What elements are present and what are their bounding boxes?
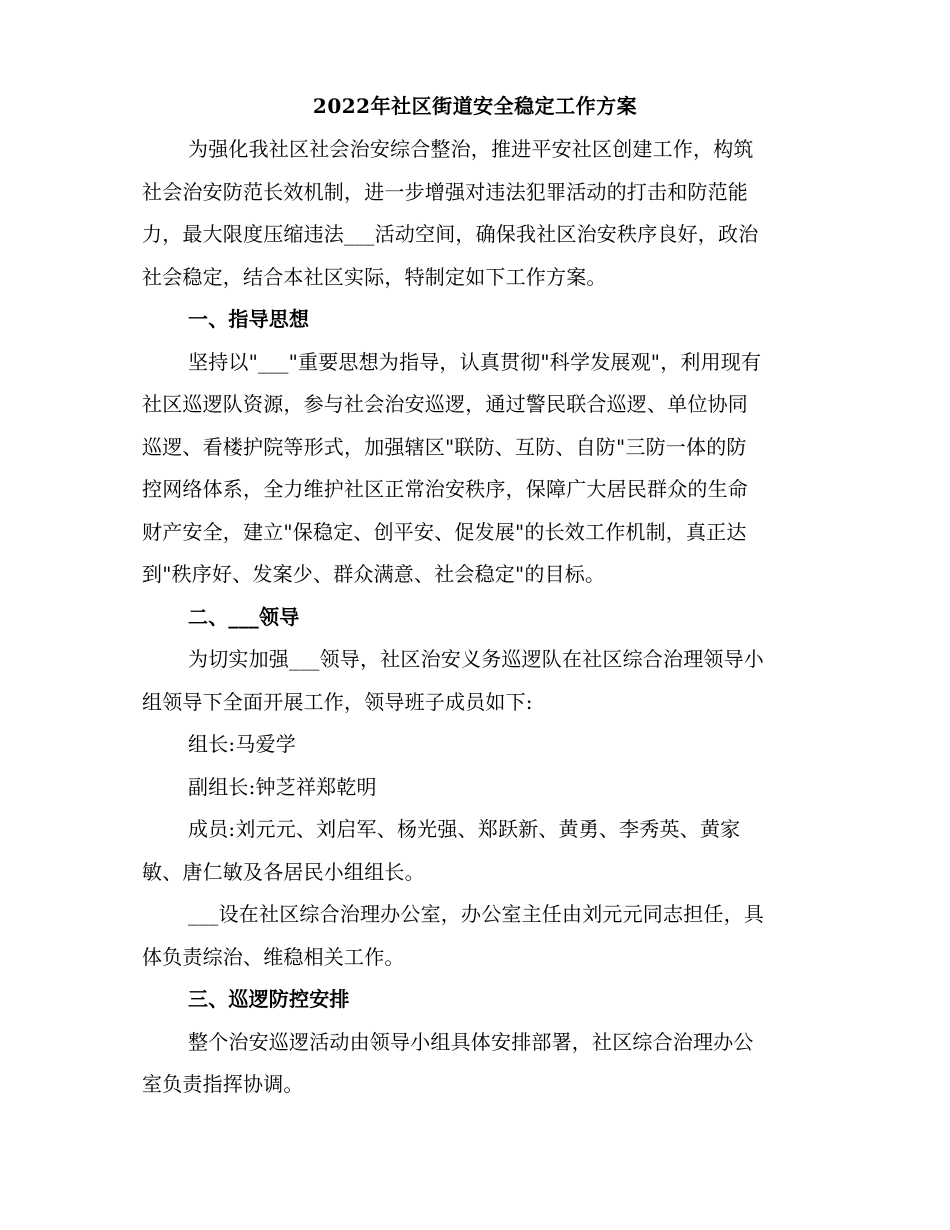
- paragraph-line: 整个治安巡逻活动由领导小组具体安排部署，社区综合治理办公: [188, 1030, 754, 1054]
- paragraph-line: 到"秩序好、发案少、群众满意、社会稳定"的目标。: [142, 562, 606, 586]
- paragraph-line: 控网络体系，全力维护社区正常治安秩序，保障广大居民群众的生命: [142, 477, 748, 501]
- leader-line: 组长:马爱学: [188, 732, 296, 756]
- section-heading-2: 二、___领导: [188, 605, 300, 629]
- members-line: 成员:刘元元、刘启军、杨光强、郑跃新、黄勇、李秀英、黄家: [188, 817, 741, 841]
- paragraph-line: 财产安全，建立"保稳定、创平安、促发展"的长效工作机制，真正达: [142, 520, 747, 544]
- document-title: 2022年社区街道安全稳定工作方案: [312, 94, 638, 118]
- members-line-continued: 敏、唐仁敏及各居民小组组长。: [142, 860, 425, 884]
- section-heading-1: 一、指导思想: [188, 307, 310, 331]
- deputy-leader-line: 副组长:钟芝祥郑乾明: [188, 775, 377, 799]
- paragraph-line: 组领导下全面开展工作，领导班子成员如下:: [142, 690, 533, 714]
- paragraph-line: 社区巡逻队资源，参与社会治安巡逻，通过警民联合巡逻、单位协同: [142, 392, 748, 416]
- paragraph-line: 巡逻、看楼护院等形式，加强辖区"联防、互防、自防"三防一体的防: [142, 435, 747, 459]
- paragraph-line: 体负责综治、维稳相关工作。: [142, 945, 405, 969]
- paragraph-line: 社会治安防范长效机制，进一步增强对违法犯罪活动的打击和防范能: [142, 180, 748, 204]
- paragraph-line: 力，最大限度压缩违法___活动空间，确保我社区治安秩序良好，政治: [142, 222, 759, 246]
- paragraph-line: 坚持以"___"重要思想为指导，认真贯彻"科学发展观"，利用现有: [188, 350, 762, 374]
- paragraph-line: 室负责指挥协调。: [142, 1072, 304, 1096]
- section-heading-3: 三、巡逻防控安排: [188, 987, 350, 1011]
- paragraph-line: 为强化我社区社会治安综合整治，推进平安社区创建工作，构筑: [188, 137, 754, 161]
- paragraph-line: 社会稳定，结合本社区实际，特制定如下工作方案。: [142, 265, 607, 289]
- paragraph-line: 为切实加强___领导，社区治安义务巡逻队在社区综合治理领导小: [188, 647, 764, 671]
- paragraph-line: ___设在社区综合治理办公室，办公室主任由刘元元同志担任，具: [188, 902, 764, 926]
